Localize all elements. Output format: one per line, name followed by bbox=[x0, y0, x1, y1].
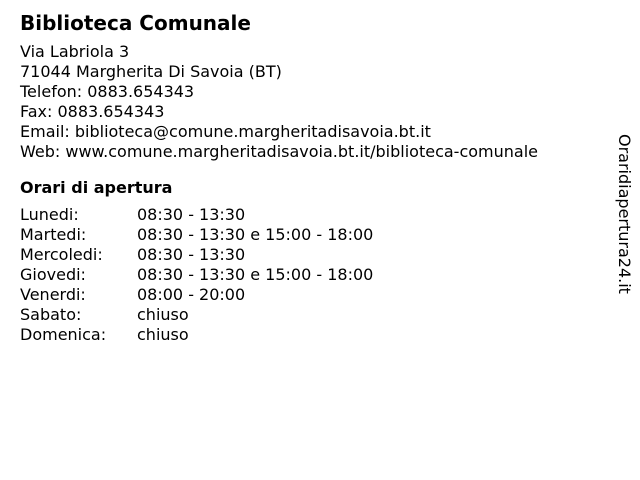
day-label: Venerdi: bbox=[20, 285, 86, 304]
library-name: Biblioteca Comunale bbox=[20, 11, 251, 35]
time-value: 08:30 - 13:30 bbox=[137, 205, 246, 224]
fax-number: Fax: 0883.654343 bbox=[20, 102, 165, 121]
hours-row-wednesday bbox=[20, 245, 610, 265]
hours-row-monday bbox=[20, 205, 610, 225]
time-value: 08:30 - 13:30 e 15:00 - 18:00 bbox=[137, 265, 374, 284]
address-city: 71044 Margherita Di Savoia (BT) bbox=[20, 62, 282, 81]
site-watermark: Oraridiapertura24.it bbox=[615, 134, 634, 294]
day-label: Lunedi: bbox=[20, 205, 79, 224]
library-info-card bbox=[20, 10, 610, 345]
time-value: chiuso bbox=[137, 305, 189, 324]
time-value: 08:30 - 13:30 bbox=[137, 245, 246, 264]
time-value: 08:30 - 13:30 e 15:00 - 18:00 bbox=[137, 225, 374, 244]
hours-row-tuesday bbox=[20, 225, 610, 245]
phone-number: Telefon: 0883.654343 bbox=[20, 82, 195, 101]
opening-hours-heading: Orari di apertura bbox=[20, 178, 173, 197]
day-label: Domenica: bbox=[20, 325, 107, 344]
day-label: Mercoledi: bbox=[20, 245, 103, 264]
time-value: chiuso bbox=[137, 325, 189, 344]
website: Web: www.comune.margheritadisavoia.bt.it/biblioteca-comunale bbox=[20, 142, 538, 161]
hours-row-saturday bbox=[20, 305, 610, 325]
day-label: Sabato: bbox=[20, 305, 82, 324]
email-address: Email: biblioteca@comune.margheritadisavoia.bt.it bbox=[20, 122, 431, 141]
hours-row-thursday bbox=[20, 265, 610, 285]
address-street: Via Labriola 3 bbox=[20, 42, 130, 61]
hours-row-friday bbox=[20, 285, 610, 305]
time-value: 08:00 - 20:00 bbox=[137, 285, 246, 304]
day-label: Giovedi: bbox=[20, 265, 86, 284]
day-label: Martedi: bbox=[20, 225, 87, 244]
hours-row-sunday bbox=[20, 325, 610, 345]
